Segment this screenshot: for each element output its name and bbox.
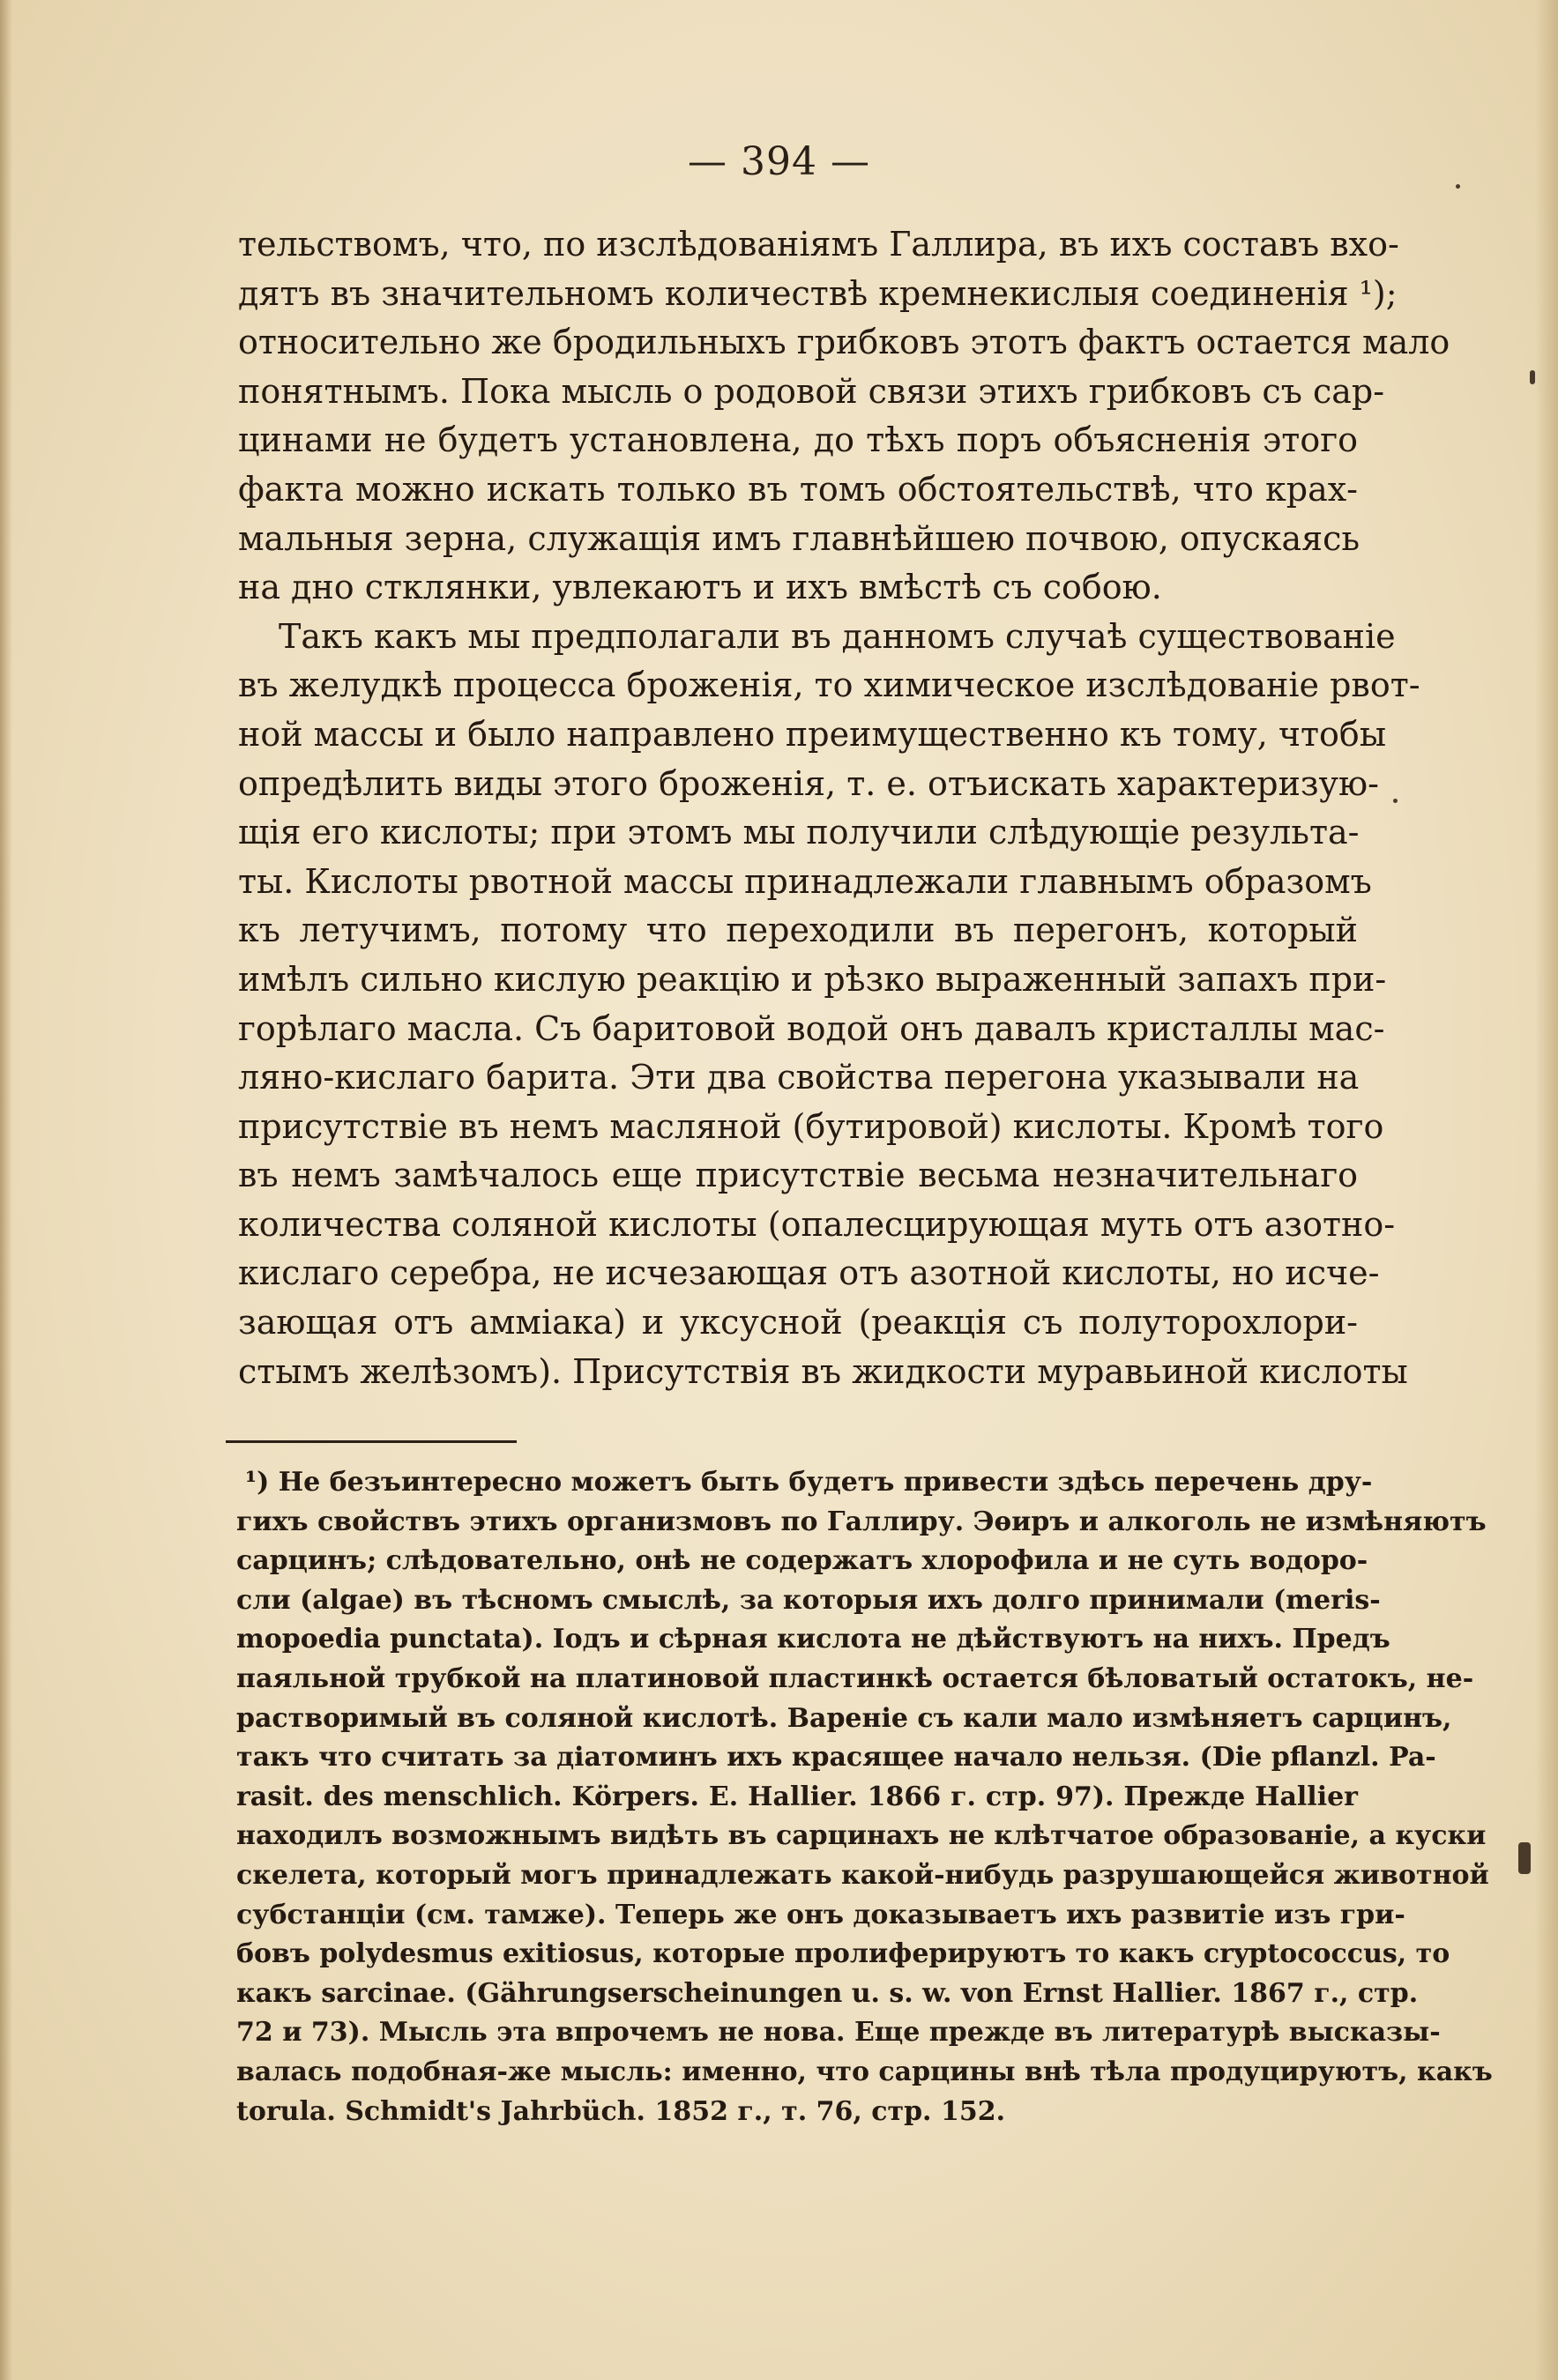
footnote-line: находилъ возможнымъ видѣть въ сарцинахъ не клѣтчатое образованіе, а куски	[236, 1820, 1487, 1852]
text-line: относительно же бродильныхъ грибковъ этотъ фактъ остается мало	[238, 323, 1450, 362]
footnote-separator	[226, 1440, 517, 1443]
footnote-line: torula. Schmidt's Jahrbüch. 1852 г., т. 76, стр. 152.	[236, 2095, 1006, 2127]
text-line: на дно стклянки, увлекаютъ и ихъ вмѣстѣ съ собою.	[238, 568, 1162, 607]
main-text	[238, 220, 1450, 1396]
text-line: щія его кислоты; при этомъ мы получили слѣдующіе результа-	[238, 813, 1360, 852]
footnote-line: ¹) Не безъинтересно можетъ быть будетъ привести здѣсь перечень дру-	[245, 1467, 1373, 1498]
text-line: зающая отъ аммiака) и уксусной (реакція съ полуторохлори-	[238, 1303, 1358, 1342]
text-line: имѣлъ сильно кислую реакцію и рѣзко выраженный запахъ при-	[238, 959, 1387, 999]
footnote-line: гихъ свойствъ этихъ организмовъ по Галлиру. Эѳиръ и алкоголь не измѣняютъ	[236, 1506, 1487, 1537]
ink-speck	[1518, 1842, 1531, 1874]
ink-speck	[1530, 370, 1535, 384]
text-line: дятъ въ значительномъ количествѣ кремнекислыя соединенія ¹);	[238, 273, 1398, 313]
footnote-line: паяльной трубкой на платиновой пластинкѣ остается бѣловатый остатокъ, не-	[236, 1662, 1474, 1694]
ink-speck	[1456, 184, 1460, 189]
text-line: присутствіе въ немъ масляной (бутировой) кислоты. Кромѣ того	[238, 1106, 1384, 1146]
page-edge-shadow-left	[0, 0, 12, 2380]
text-line: факта можно искать только въ томъ обстоятельствѣ, что крах-	[238, 469, 1358, 509]
footnote-line: растворимый въ соляной кислотѣ. Вареніе съ кали мало измѣняетъ сарцинъ,	[236, 1702, 1452, 1734]
text-line: количества соляной кислоты (опалесцирующая муть отъ азотно-	[238, 1204, 1396, 1244]
footnote-line: скелета, который могъ принадлежать какой-нибудь разрушающейся животной	[236, 1859, 1489, 1891]
page-edge-shadow-right	[1535, 0, 1558, 2380]
footnote-line: сли (algae) въ тѣсномъ смыслѣ, за которыя ихъ долго принимали (meris-	[236, 1584, 1381, 1616]
text-line: понятнымъ. Пока мысль о родовой связи этихъ грибковъ съ сар-	[238, 371, 1385, 411]
footnote-line: rasit. des menschlich. Körpers. E. Hallier. 1866 г. стр. 97). Прежде Hallier	[236, 1781, 1358, 1812]
text-line: къ летучимъ, потому что переходили въ перегонъ, который	[238, 911, 1358, 950]
text-line: горѣлаго масла. Съ баритовой водой онъ давалъ кристаллы мас-	[238, 1008, 1385, 1048]
text-line: въ немъ замѣчалось еще присутствіе весьма незначительнаго	[238, 1156, 1358, 1195]
text-line: ляно-кислаго барита. Эти два свойства перегона указывали на	[238, 1058, 1360, 1097]
paragraph-start-line: Такъ какъ мы предполагали въ данномъ случаѣ существованіе	[279, 616, 1396, 656]
text-line: опредѣлить виды этого броженія, т. е. отъискать характеризую-	[238, 763, 1379, 803]
page-number: — 394 —	[688, 139, 870, 184]
text-line: цинами не будетъ установлена, до тѣхъ поръ объясненія этого	[238, 420, 1358, 460]
ink-speck	[1393, 799, 1398, 803]
footnote-line: субстанціи (см. тамже). Теперь же онъ доказываетъ ихъ развитіе изъ гри-	[236, 1899, 1405, 1930]
text-line: ной массы и было направлено преимущественно къ тому, чтобы	[238, 714, 1387, 754]
footnote-line: какъ sarcinae. (Gährungserscheinungen u. s. w. von Ernst Hallier. 1867 г., стр.	[236, 1977, 1419, 2009]
text-line: кислаго серебра, не исчезающая отъ азотной кислоты, но исче-	[238, 1253, 1380, 1293]
footnote	[236, 1463, 1493, 2131]
text-line: въ желудкѣ процесса броженія, то химическое изслѣдованіе рвот-	[238, 666, 1420, 705]
footnote-line: валась подобная-же мысль: именно, что сарцины внѣ тѣла продуцируютъ, какъ	[236, 2056, 1493, 2087]
text-line: мальныя зерна, служащія имъ главнѣйшею почвою, опускаясь	[238, 518, 1360, 558]
footnote-line: mopoedia punctata). Іодъ и сѣрная кислота не дѣйствуютъ на нихъ. Предъ	[236, 1624, 1390, 1655]
footnote-line: такъ что считать за діатоминъ ихъ красящее начало нельзя. (Die pflanzl. Pa-	[236, 1742, 1436, 1774]
footnote-line: сарцинъ; слѣдовательно, онѣ не содержатъ хлорофила и не суть водоро-	[236, 1545, 1368, 1577]
footnote-line: бовъ polydesmus exitiosus, которые пролиферируютъ то какъ cryptococcus, то	[236, 1938, 1450, 1970]
text-line: тельствомъ, что, по изслѣдованіямъ Галлира, въ ихъ составъ вхо-	[238, 225, 1399, 264]
text-line: ты. Кислоты рвотной массы принадлежали главнымъ образомъ	[238, 861, 1372, 901]
text-line: стымъ желѣзомъ). Присутствія въ жидкости муравьиной кислоты	[238, 1351, 1408, 1391]
footnote-line: 72 и 73). Мысль эта впрочемъ не нова. Еще прежде въ литературѣ высказы-	[236, 2017, 1441, 2049]
